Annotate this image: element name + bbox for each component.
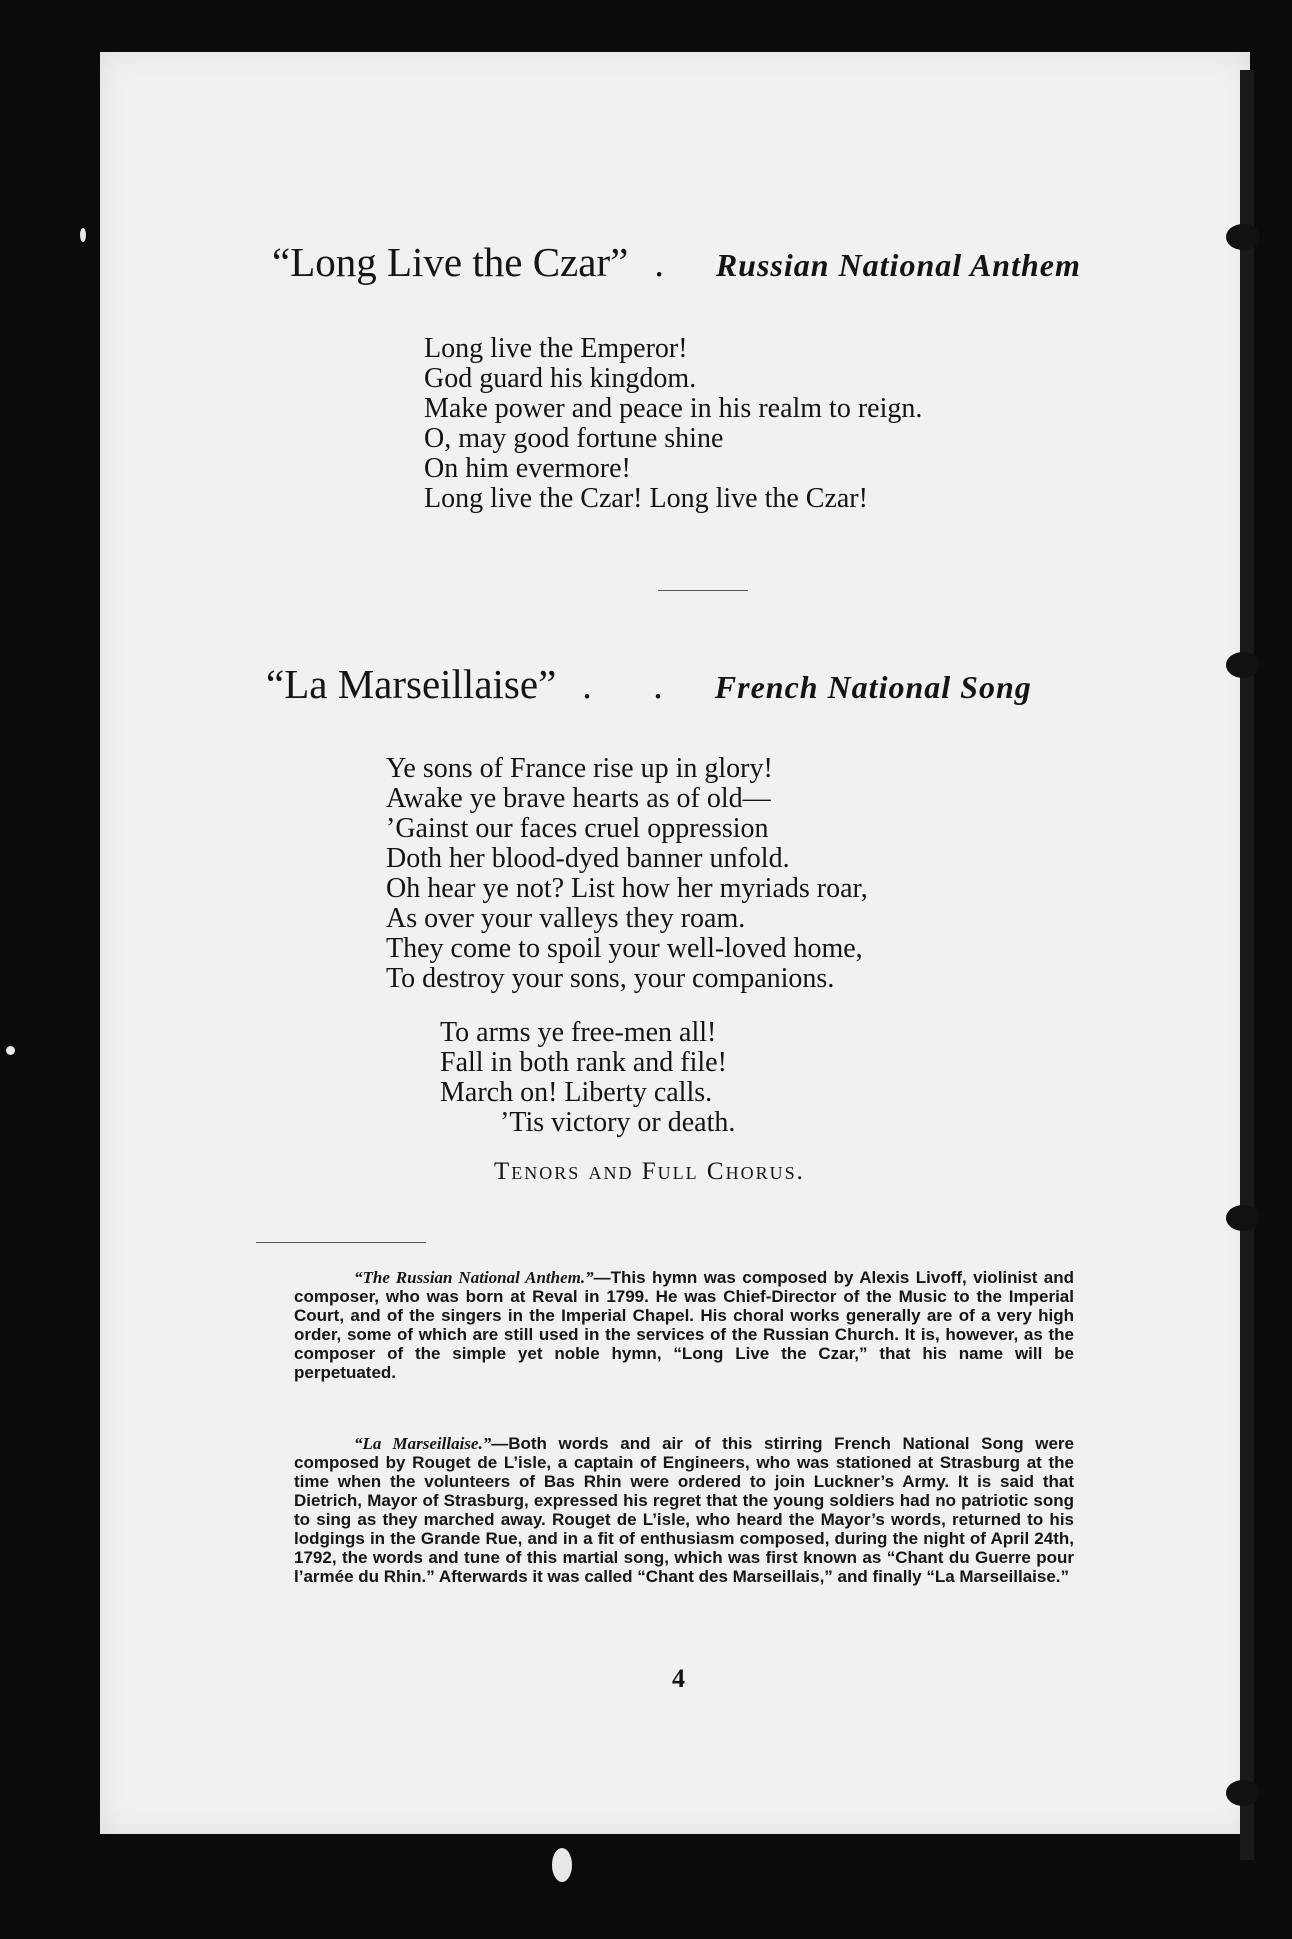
lyric-line: Long live the Czar! Long live the Czar! <box>424 483 868 514</box>
lyrics-marseillaise-verse <box>386 754 868 994</box>
note-marseillaise <box>294 1434 1074 1586</box>
song-title: “La Marseillaise” <box>266 661 557 707</box>
performers-label: Tenors and Full Chorus. <box>494 1158 805 1185</box>
song-title: “Long Live the Czar” <box>272 239 629 285</box>
lyric-line: Make power and peace in his realm to reign. <box>424 393 923 424</box>
lyric-line: To arms ye free-men all! <box>440 1017 717 1048</box>
binding-knot <box>1226 1205 1260 1231</box>
song-heading-czar <box>272 238 1081 286</box>
lyric-line: As over your valleys they roam. <box>386 903 746 934</box>
lyric-line: God guard his kingdom. <box>424 363 697 394</box>
lyric-line: To destroy your sons, your companions. <box>386 963 835 994</box>
lyric-line: Ye sons of France rise up in glory! <box>386 753 773 784</box>
note-russian-anthem <box>294 1268 1074 1382</box>
lyric-line: Long live the Emperor! <box>424 333 688 364</box>
scan-speck <box>6 1046 15 1055</box>
section-divider <box>658 590 748 591</box>
lyric-line: ’Tis victory or death. <box>500 1107 736 1138</box>
lyric-line: Fall in both rank and file! <box>440 1047 727 1078</box>
scan-speck <box>552 1848 572 1882</box>
note-lead: “The Russian National Anthem.” <box>354 1268 594 1287</box>
lyrics-czar <box>424 334 922 514</box>
lyric-line: Awake ye brave hearts as of old— <box>386 783 771 814</box>
page-number: 4 <box>672 1664 685 1693</box>
song-subtitle: Russian National Anthem <box>715 247 1081 283</box>
heading-separator: . . <box>582 665 689 707</box>
binding-knot <box>1226 652 1260 678</box>
note-lead: “La Marseillaise.” <box>354 1434 492 1453</box>
lyric-line: On him evermore! <box>424 453 631 484</box>
lyric-line: O, may good fortune shine <box>424 423 724 454</box>
note-body: —This hymn was composed by Alexis Livoff, violinist and composer, who was born at Reval in 1799. He was Chief-Director of the Music to the Imperial Court, and of the singers in the Imperial Chapel. His choral works generally are of a very high order, some of which are still used in the services of the Russian Church. It is, however, as the composer of the simple yet noble hymn, “Long Live the Czar,” that his name will be perpetuated. <box>294 1268 1074 1382</box>
lyric-line: ’Gainst our faces cruel oppression <box>386 813 769 844</box>
binding-knot <box>1226 224 1260 250</box>
scan-speck <box>80 228 86 242</box>
binding-knot <box>1226 1780 1260 1806</box>
lyrics-marseillaise-refrain <box>440 1018 735 1138</box>
footnote-divider <box>256 1242 426 1243</box>
binding-spine <box>1240 70 1254 1860</box>
heading-separator: . <box>654 243 690 285</box>
song-subtitle: French National Song <box>714 669 1032 705</box>
lyric-line: Doth her blood-dyed banner unfold. <box>386 843 790 874</box>
lyric-line: They come to spoil your well-loved home, <box>386 933 863 964</box>
lyric-line: Oh hear ye not? List how her myriads roar, <box>386 873 868 904</box>
note-body: —Both words and air of this stirring French National Song were composed by Rouget de L’isle, a captain of Engineers, who was stationed at Strasburg at the time when the volunteers of Bas Rhin were ordered to join Luckner’s Army. It is said that Dietrich, Mayor of Strasburg, expressed his regret that the young soldiers had no patriotic song to sing as they marched away. Rouget de L’isle, who heard the Mayor’s words, returned to his lodgings in the Grande Rue, and in a fit of enthusiasm composed, during the night of April 24th, 1792, the words and tune of this martial song, which was first known as “Chant du Guerre pour l’armée du Rhin.” Afterwards it was called “Chant des Marseillais,” and finally “La Marseillaise.” <box>294 1434 1074 1586</box>
song-heading-marseillaise <box>266 660 1032 708</box>
lyric-line: March on! Liberty calls. <box>440 1077 713 1108</box>
